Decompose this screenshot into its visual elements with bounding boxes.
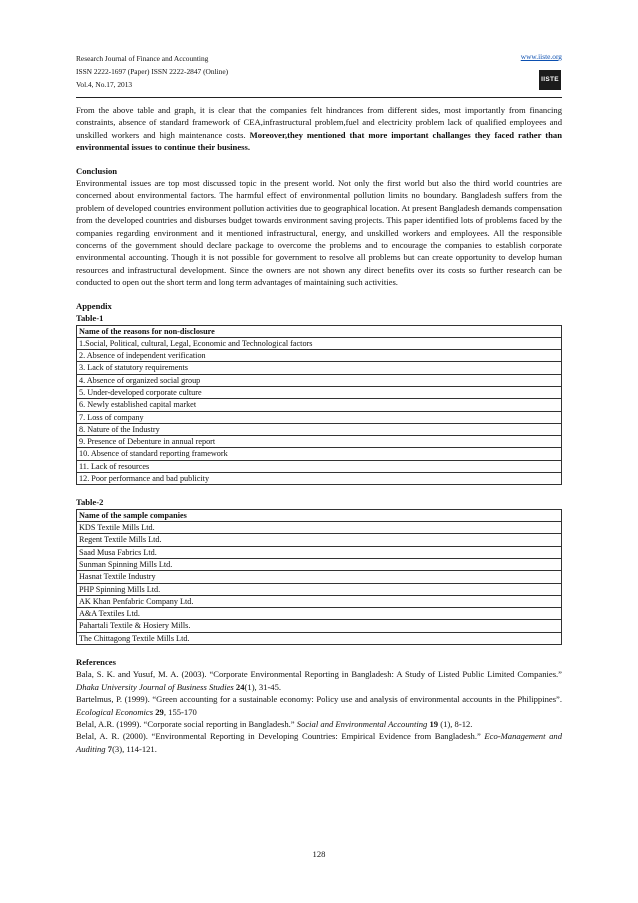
reference-pages: (3), 114-121. — [112, 743, 157, 754]
table-cell: A&A Textiles Ltd. — [77, 608, 562, 620]
reference-journal: Social and Environmental Accounting — [296, 719, 428, 730]
table-cell: Sunman Spinning Mills Ltd. — [77, 558, 562, 570]
table2-label: Table-2 — [76, 497, 104, 508]
table-row — [77, 399, 562, 411]
table-cell: 5. Under-developed corporate culture — [77, 386, 562, 398]
intro-text: From the above table and graph, it is clear that the companies felt hindrances from different sides, most importantly from financing constraints, absence of standard framework of CEA,infrastructural problem,fuel and electricity problem lack of qualified employees and unskilled workers and high maintenance costs. — [76, 105, 562, 140]
page-number: 128 — [312, 849, 326, 859]
conclusion-paragraph: Environmental issues are top most discussed topic in the present world. Not only the first world but also the third world countries are concerned about environmental factors. The harmful effect of environmental pollution limits no boundary. Bangladesh suffers from the problem of developed countries environment pollution activities due to geographical location. At present Bangladesh demands compensation from the developed countries and disburses budget towards environment saving projects. This paper identified lots of problems faced by the companies regarding environment and it mentioned infrastructural, energy, and unskilled workers and employees. All the responsible concerns of the government should declare package to overcome the problems and to encourage the companies to establish corporate environmental accounting. Though it is not possible for government to resolve all problems but can create opportunity to develop human resources and infrastructural development. Since the owners are not shown any direct benefits over its costs so further research can be conducted to open out the short term and long term advantages of maintaining such activities. — [76, 178, 562, 288]
table-cell: 2. Absence of independent verification — [77, 350, 562, 362]
table-row — [77, 448, 562, 460]
table-cell: Saad Musa Fabrics Ltd. — [77, 546, 562, 558]
reference-volume: 24 — [233, 681, 245, 692]
reference-volume: 19 — [427, 719, 439, 730]
references-heading: References — [76, 657, 116, 668]
table-row — [77, 350, 562, 362]
table-row — [77, 571, 562, 583]
journal-url-link[interactable]: www.iiste.org — [520, 52, 562, 61]
table-row — [77, 620, 562, 632]
table-row — [77, 558, 562, 570]
reference-pages: (1), 31-45. — [244, 681, 282, 692]
table-cell: 6. Newly established capital market — [77, 399, 562, 411]
table-cell: Regent Textile Mills Ltd. — [77, 534, 562, 546]
table-cell: KDS Textile Mills Ltd. — [77, 522, 562, 534]
table-row — [77, 337, 562, 349]
table-row — [77, 374, 562, 386]
table-2 — [76, 509, 562, 645]
table-row — [77, 595, 562, 607]
table-row — [77, 632, 562, 644]
reference-volume: 7 — [105, 743, 113, 754]
table-cell: 12. Poor performance and bad publicity — [77, 473, 562, 485]
table-row — [77, 386, 562, 398]
table-header-row — [77, 509, 562, 521]
reference-item — [76, 730, 562, 755]
header-divider — [76, 97, 562, 98]
journal-name: Research Journal of Finance and Accounting — [76, 54, 209, 63]
reference-journal: Dhaka University Journal of Business Studies — [76, 681, 234, 692]
reference-item — [76, 668, 562, 693]
table-cell: 4. Absence of organized social group — [77, 374, 562, 386]
table-cell: 7. Loss of company — [77, 411, 562, 423]
table-cell: Pahartali Textile & Hosiery Mills. — [77, 620, 562, 632]
reference-text: Bartelmus, P. (1999). “Green accounting for a sustainable economy: Policy use and analysis of environmental accounts in the Philippines”. — [76, 694, 562, 705]
page-header — [76, 52, 562, 100]
reference-text: Belal, A. R. (2000). “Environmental Reporting in Developing Countries: Empirical Evidence from Bangladesh.” — [76, 731, 485, 742]
conclusion-heading: Conclusion — [76, 165, 118, 176]
table-cell: 8. Nature of the Industry — [77, 423, 562, 435]
reference-text: Bala, S. K. and Yusuf, M. A. (2003). “Corporate Environmental Reporting in Bangladesh: A Study of Listed Public Limited Companies.” — [76, 669, 562, 680]
table-row — [77, 436, 562, 448]
issn-line: ISSN 2222-1697 (Paper) ISSN 2222-2847 (Online) — [76, 67, 229, 76]
table-cell: 11. Lack of resources — [77, 460, 562, 472]
table1-header-cell: Name of the reasons for non-disclosure — [77, 325, 562, 337]
table-row — [77, 423, 562, 435]
intro-paragraph — [76, 104, 562, 154]
table-cell: AK Khan Penfabric Company Ltd. — [77, 595, 562, 607]
reference-item — [76, 693, 562, 718]
table-cell: 10. Absence of standard reporting framework — [77, 448, 562, 460]
table-row — [77, 362, 562, 374]
table2-header-cell: Name of the sample companies — [77, 509, 562, 521]
reference-item — [76, 718, 562, 730]
table-row — [77, 534, 562, 546]
table-cell: 9. Presence of Debenture in annual report — [77, 436, 562, 448]
table-1 — [76, 325, 562, 486]
table-cell: Hasnat Textile Industry — [77, 571, 562, 583]
reference-pages: (1), 8-12. — [438, 719, 473, 730]
article-body — [76, 104, 562, 755]
reference-journal: Eco-Management and Auditing — [76, 731, 562, 754]
table-cell: 1.Social, Political, cultural, Legal, Economic and Technological factors — [77, 337, 562, 349]
references-list — [76, 668, 562, 755]
table-row — [77, 522, 562, 534]
table-cell: 3. Lack of statutory requirements — [77, 362, 562, 374]
table-row — [77, 473, 562, 485]
reference-pages: , 155-170 — [163, 706, 197, 717]
table-cell: PHP Spinning Mills Ltd. — [77, 583, 562, 595]
table-row — [77, 546, 562, 558]
table-row — [77, 583, 562, 595]
reference-journal: Ecological Economics — [76, 706, 154, 717]
appendix-heading: Appendix — [76, 300, 112, 311]
table-header-row — [77, 325, 562, 337]
table1-label: Table-1 — [76, 313, 104, 324]
table-row — [77, 608, 562, 620]
table-row — [77, 411, 562, 423]
table-cell: The Chittagong Textile Mills Ltd. — [77, 632, 562, 644]
reference-volume: 29 — [153, 706, 164, 717]
intro-bold-text: Moreover,they mentioned that more important challanges they faced rather than environmental issues to continue their business. — [76, 129, 562, 153]
table-row — [77, 460, 562, 472]
iiste-logo-icon: IISTE — [539, 70, 561, 90]
volume-line: Vol.4, No.17, 2013 — [76, 80, 133, 89]
reference-text: Belal, A.R. (1999). “Corporate social reporting in Bangladesh.” — [76, 719, 297, 730]
